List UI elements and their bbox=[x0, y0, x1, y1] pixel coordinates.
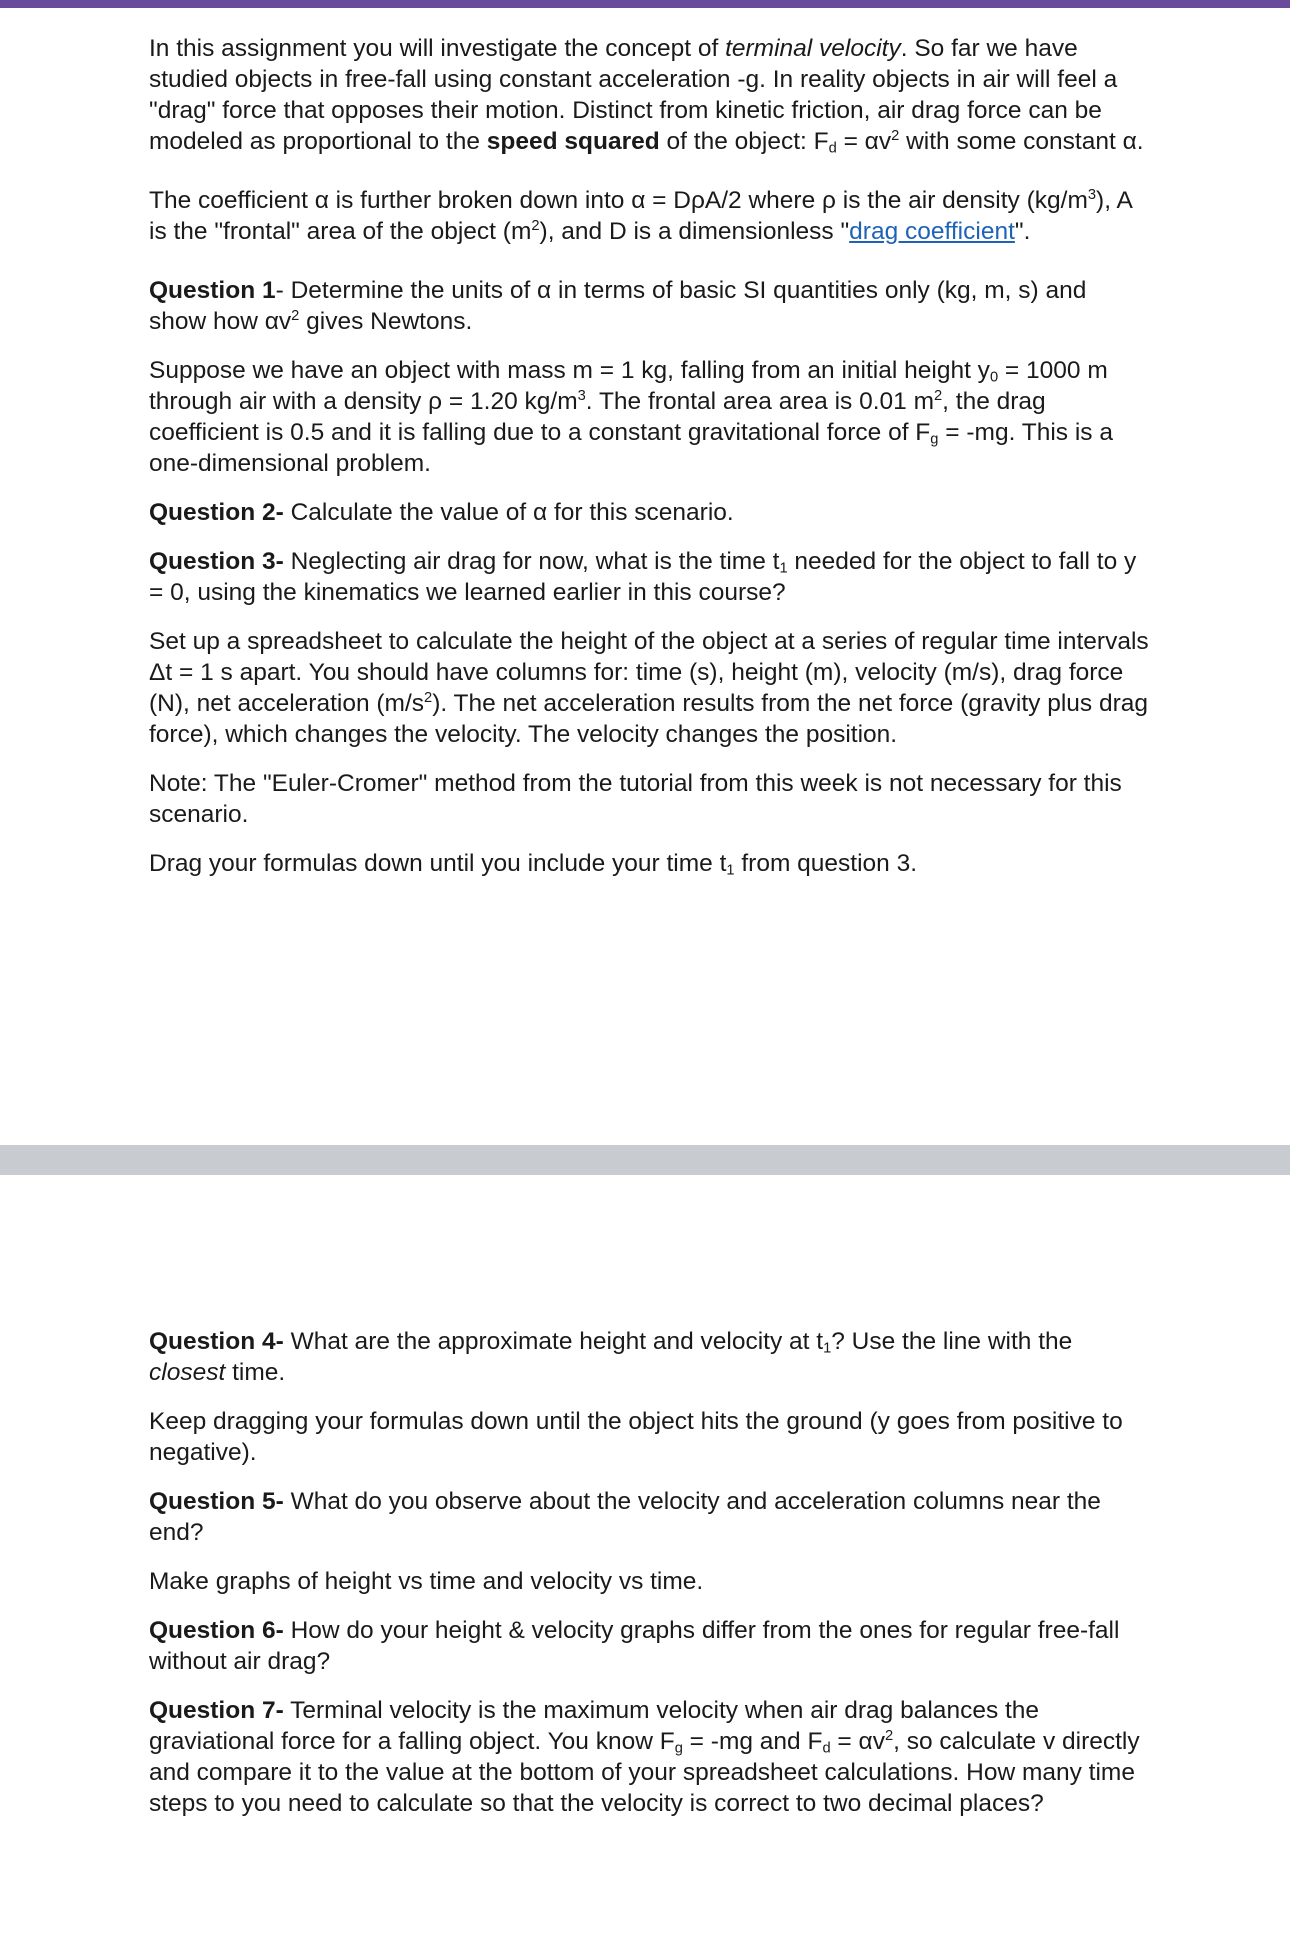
question-6-label: Question 6- bbox=[149, 1617, 284, 1644]
intro-paragraph: In this assignment you will investigate the concept of terminal velocity. So far we have studied objects in free-fall using constant acceleration -g. In reality objects in air will feel a "drag" force that opposes their motion. Distinct from kinetic friction, air drag force can be modeled as proportional to the speed squared of the object: $F_d = \alpha v^2$ with some constant α. bbox=[149, 35, 1144, 157]
drag-coefficient-link[interactable]: drag coefficient bbox=[849, 218, 1015, 245]
question-7-label: Question 7- bbox=[149, 1697, 284, 1724]
graphs-paragraph: Make graphs of height vs time and velocity vs time. bbox=[149, 1568, 704, 1595]
question-7: Question 7- Terminal velocity is the maximum velocity when air drag balances the graviational force for a falling object. You know $F_g = -mg$ and $F_d = \alpha v^2$, so calculate v directly and compare it to the value at the bottom of your spreadsheet calculations. How many time steps to you need to calculate so that the velocity is correct to two decimal places? bbox=[149, 1697, 1140, 1817]
question-6: Question 6- How do your height & velocity graphs differ from the ones for regular free-fall without air drag? bbox=[149, 1617, 1120, 1675]
document-page-1 bbox=[149, 33, 1149, 879]
question-2-label: Question 2- bbox=[149, 499, 284, 526]
question-5-label: Question 5- bbox=[149, 1488, 284, 1515]
drag-paragraph: Drag your formulas down until you include your time $t_1$ from question 3. bbox=[149, 850, 918, 879]
question-1: Question 1- Determine the units of α in terms of basic SI quantities only (kg, m, s) and show how $\alpha v^2$ gives Newtons. bbox=[149, 277, 1087, 335]
question-1-label: Question 1 bbox=[149, 277, 276, 304]
question-3-label: Question 3- bbox=[149, 548, 284, 575]
note-paragraph: Note: The "Euler-Cromer" method from the tutorial from this week is not necessary for this scenario. bbox=[149, 770, 1122, 828]
spreadsheet-paragraph: Set up a spreadsheet to calculate the height of the object at a series of regular time intervals Δt = 1 s apart. You should have columns for: time (s), height (m), velocity (m/s), drag force (N), net acceleration $(m/s^2)$. The net acceleration results from the net force (gravity plus drag force), which changes the velocity. The velocity changes the position. bbox=[149, 628, 1149, 748]
document-page-2 bbox=[149, 1326, 1149, 1819]
setup-paragraph: Suppose we have an object with mass m = 1 kg, falling from an initial height $y_0 = 1000$ m through air with a density ρ = 1.20 $kg/m^3$. The frontal area area is 0.01 $m^2$, the drag coefficient is 0.5 and it is falling due to a constant gravitational force of $F_g = -mg$. This is a one-dimensional problem. bbox=[149, 357, 1113, 477]
question-5: Question 5- What do you observe about the velocity and acceleration columns near the end? bbox=[149, 1488, 1101, 1546]
question-2: Question 2- Calculate the value of α for this scenario. bbox=[149, 499, 734, 526]
question-3: Question 3- Neglecting air drag for now, what is the time $t_1$ needed for the object to fall to y = 0, using the kinematics we learned earlier in this course? bbox=[149, 548, 1137, 606]
question-4: Question 4- What are the approximate height and velocity at $t_1$? Use the line with the closest time. bbox=[149, 1328, 1073, 1386]
page-break bbox=[0, 1145, 1290, 1175]
top-accent-bar bbox=[0, 0, 1290, 8]
keep-dragging-paragraph: Keep dragging your formulas down until the object hits the ground (y goes from positive to negative). bbox=[149, 1408, 1123, 1466]
question-4-label: Question 4- bbox=[149, 1328, 284, 1355]
coefficient-paragraph: The coefficient α is further broken down into α = DρA/2 where ρ is the air density $(kg/m^3)$, A is the "frontal" area of the object $(m^2)$, and D is a dimensionless "drag coefficient". bbox=[149, 187, 1132, 245]
